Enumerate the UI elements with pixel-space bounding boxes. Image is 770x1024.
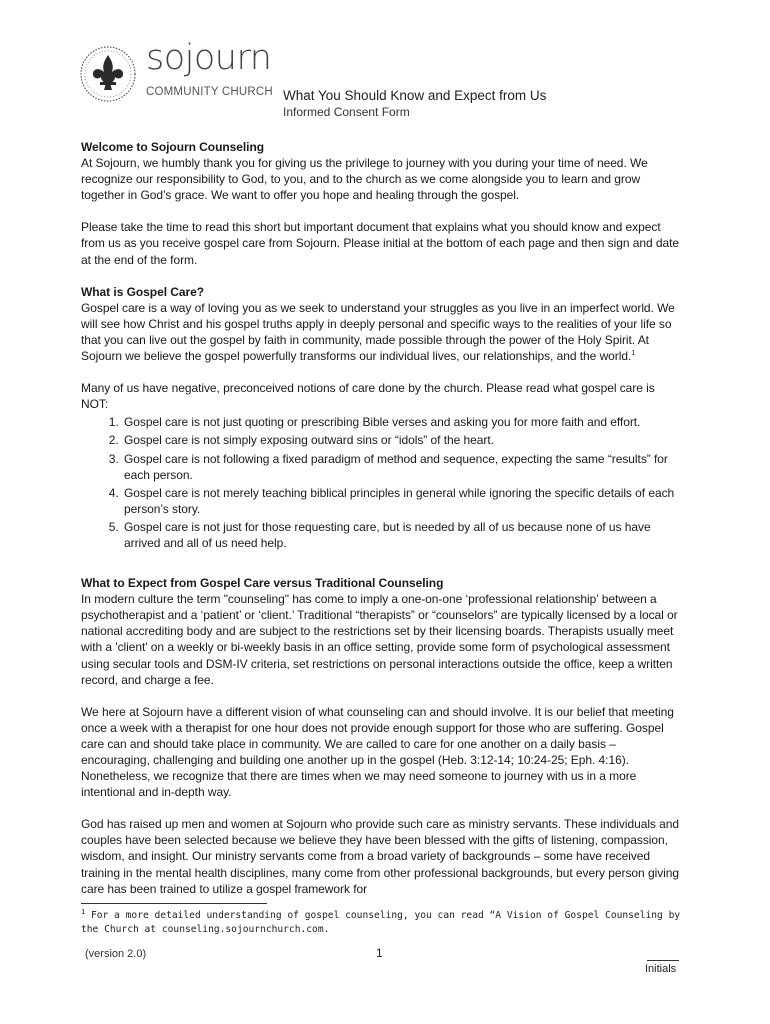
welcome-paragraph-2: Please take the time to read this short but important document that explains what you should know and expect from us as you receive gospel care from Sojourn. Please initial at the bottom of each page and then sign and date at the end of the form.	[81, 220, 680, 267]
list-item: 1. Gospel care is not just quoting or prescribing Bible verses and asking you for more faith and effort.	[122, 414, 681, 430]
logo-subtitle: COMMUNITY CHURCH	[146, 86, 273, 98]
footnote-reference: 1	[631, 350, 636, 358]
page-number: 1	[376, 946, 383, 960]
gospel-care-paragraph-1	[81, 300, 681, 364]
welcome-paragraph-1: At Sojourn, we humbly thank you for giving us the privilege to journey with you during your time of need. We recognize our responsibility to God, to you, and to the church as we come alongside you to learn and grow together in God’s grace. We want to offer you hope and healing through the gospel.	[81, 156, 648, 203]
logo-wordmark: sojourn	[146, 38, 272, 78]
expect-paragraph-2: We here at Sojourn have a different vision of what counseling can and should involve. It is our belief that meeting once a week with a therapist for one hour does not provide enough support for those who are suffering. Gospel care can and should take place in community. We are called to care for one another on a daily basis – encouraging, challenging and building one another up in the gospel (Heb. 3:12-14; 10:24-25; Eph. 4:16). Nonetheless, we recognize that there are times when we may need someone to journey with us in a more intentional and in-depth way.	[81, 704, 674, 800]
version-label: (version 2.0)	[85, 948, 147, 960]
fleur-de-lis-seal-icon	[80, 46, 136, 102]
section-heading-gospel-care: What is Gospel Care?	[81, 284, 205, 299]
expect-paragraph-1: In modern culture the term "counseling" has come to imply a one-on-one ‘professional relationship’ between a psychotherapist and a ‘patient’ or ‘client.’ Traditional “therapists” or “counselors” are typically licensed by a local or national accrediting body and are subject to the restrictions set by their licensing boards. Therapists usually meet with a 'client' on a weekly or bi-weekly basis in an office setting, provide some form of psychological assessment using secular tools and DSM-IV criteria, set restrictions on personal interactions outside the office, keep a written record, and charge a fee.	[81, 592, 678, 687]
footnote-text: For a more detailed understanding of gospel counseling, you can read “A Vision of Gospel Counseling by the Church at counseling.sojournchurch.com.	[81, 910, 681, 935]
sojourn-logo	[80, 38, 280, 106]
list-item: 3. Gospel care is not following a fixed paradigm of method and sequence, expecting the same “results” for each person.	[122, 451, 681, 483]
document-subtitle: Informed Consent Form	[283, 105, 410, 119]
expect-paragraph-3: God has raised up men and women at Sojourn who provide such care as ministry servants. These individuals and couples have been selected because we believe they have been blessed with the gifts of listening, compassion, wisdom, and insight. Our ministry servants come from a broad variety of backgrounds – some have received training in the mental health disciplines, many come from other professional backgrounds, but every person giving care has been trained to utilize a gospel framework for	[81, 817, 680, 896]
gospel-care-paragraph-1-text: Gospel care is a way of loving you as we seek to understand your struggles as you live in an imperfect world. We will see how Christ and his gospel truths apply in deeply personal and specific ways to the realities of your life so that you can live out the gospel by faith in community, made possible through the power of the Holy Spirit. At Sojourn we believe the gospel powerfully transforms our individual lives, our relationships, and the world.	[81, 300, 675, 364]
section-heading-expect: What to Expect from Gospel Care versus Traditional Counseling	[81, 576, 444, 591]
list-item: 4. Gospel care is not merely teaching biblical principles in general while ignoring the specific details of each person’s story.	[122, 485, 681, 517]
gospel-care-paragraph-2: Many of us have negative, preconceived notions of care done by the church. Please read what gospel care is NOT:	[81, 381, 655, 412]
list-item: 2. Gospel care is not simply exposing outward sins or “idols” of the heart.	[122, 432, 681, 448]
initials-label: Initials	[645, 963, 677, 975]
initials-signature-line[interactable]	[647, 960, 679, 961]
gospel-care-not-list	[81, 414, 681, 551]
section-heading-welcome: Welcome to Sojourn Counseling	[81, 140, 265, 154]
footnote-mark: 1	[81, 907, 86, 916]
list-item: 5. Gospel care is not just for those requesting care, but is needed by all of us because none of us have arrived and all of us need help.	[122, 519, 681, 551]
document-body	[81, 139, 681, 913]
footnote-divider	[81, 903, 267, 904]
document-title: What You Should Know and Expect from Us	[283, 88, 547, 103]
footnote	[81, 909, 681, 937]
